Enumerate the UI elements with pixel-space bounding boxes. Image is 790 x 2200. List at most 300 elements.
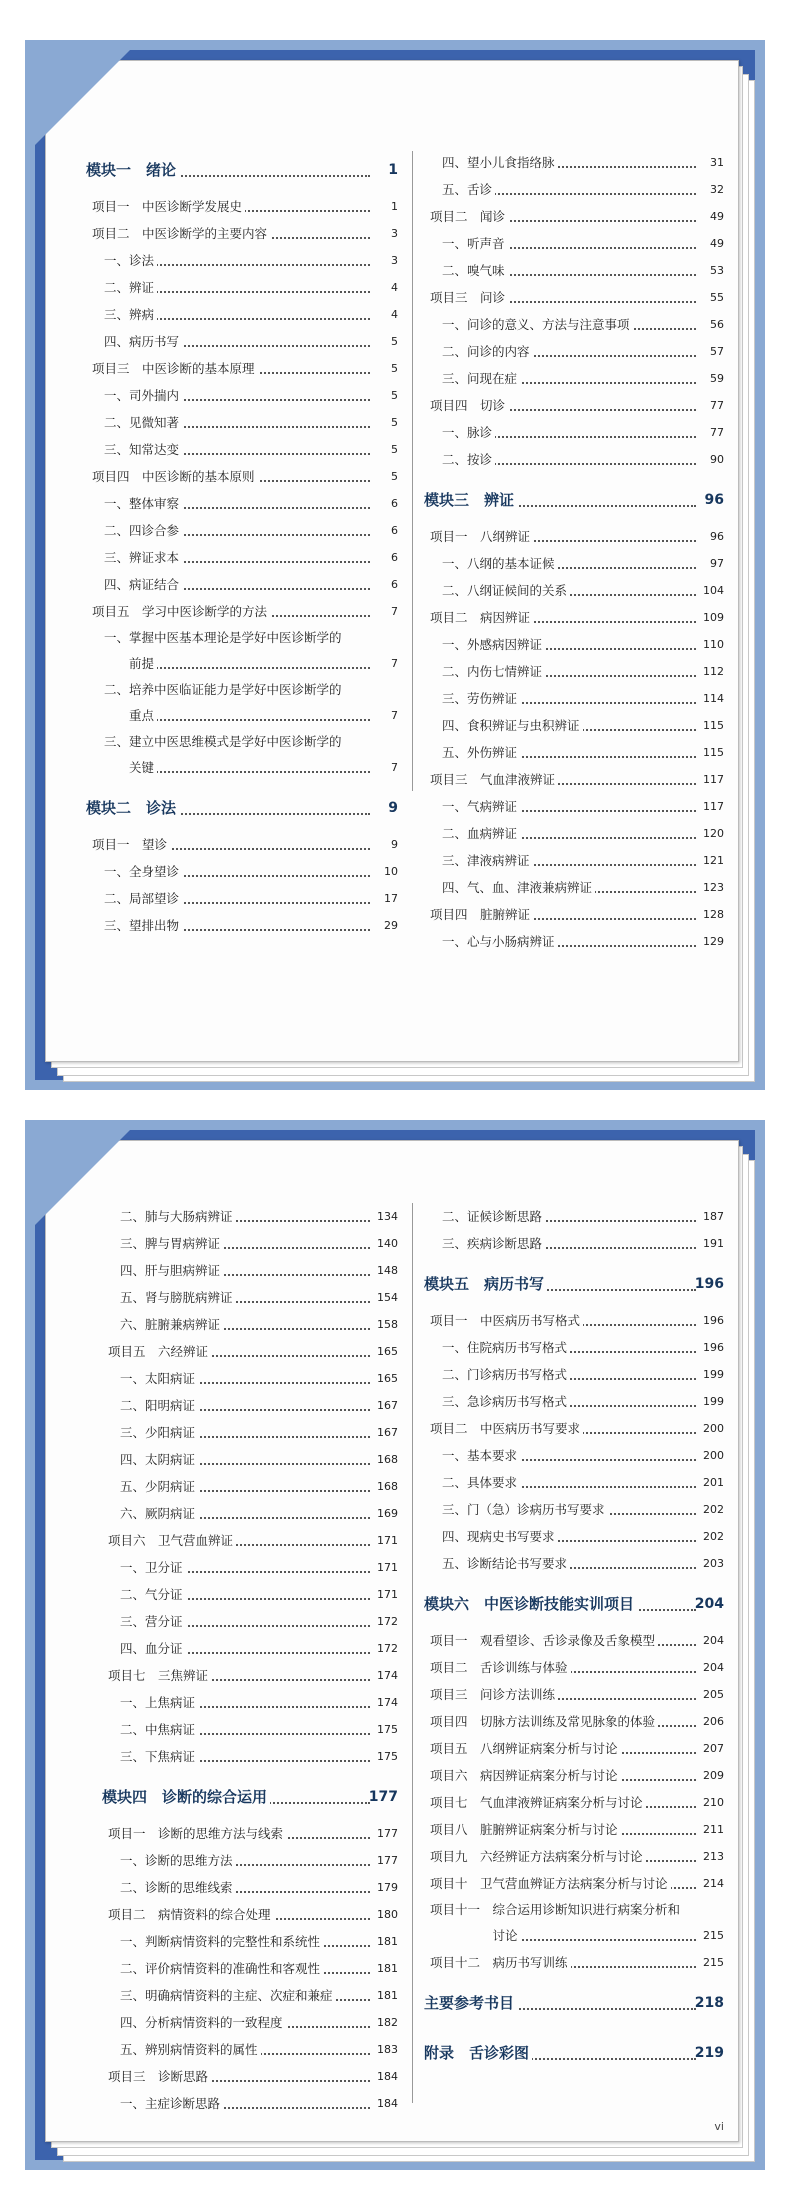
toc-page-number: 3 [391,227,398,240]
toc-page-number: 10 [384,865,398,878]
toc-entry-title: 项目二 中医诊断学的主要内容 [92,226,270,241]
toc-entry-title: 项目四 切诊 [430,398,508,413]
toc-module-heading [424,1980,724,2026]
toc-entry-title: 五、肾与膀胱病辨证 [120,1290,236,1305]
toc-entry-title: 模块二 诊法 [86,799,179,817]
toc-entry-title: 项目二 病因辨证 [430,610,533,625]
toc-entry-title: 一、心与小肠病辨证 [442,934,558,949]
toc-entry-title: 项目六 病因辨证病案分析与讨论 [430,1768,621,1783]
toc-entry [442,658,724,685]
toc-entry [104,544,398,571]
toc-entry [442,820,724,847]
toc-entry [442,1469,724,1496]
toc-entry-title: 项目一 望诊 [92,837,170,852]
toc-page-number: 165 [377,1372,398,1385]
toc-entry-title: 五、外伤辨证 [442,745,520,760]
blue-frame [35,1130,755,2160]
toc-page-number: 7 [391,709,398,722]
toc-entry [430,1735,724,1762]
toc-page-number: 181 [377,1989,398,2002]
toc-entry [120,1284,398,1311]
toc-entry [120,1446,398,1473]
toc-page-number: 6 [391,497,398,510]
toc-entry-title: 三、辨病 [104,307,157,322]
toc-entry [104,650,398,677]
toc-page-number: 7 [391,761,398,774]
toc-entry [120,1203,398,1230]
toc-entry-title: 一、全身望诊 [104,864,182,879]
toc-entry-title: 模块三 辨证 [424,491,517,509]
toc-entry-title: 三、问现在症 [442,371,520,386]
toc-entry-title: 四、气、血、津液兼病辨证 [442,880,595,895]
toc-page-number: 6 [391,524,398,537]
toc-entry [442,712,724,739]
toc-entry-title: 一、上焦病证 [120,1695,198,1710]
toc-entry-title: 二、中焦病证 [120,1722,198,1737]
toc-entry [442,1361,724,1388]
toc-page-number: 175 [377,1750,398,1763]
toc-page-number: 184 [377,2097,398,2110]
toc-entry [120,1928,398,1955]
toc-page-number: 112 [703,665,724,678]
toc-entry [104,436,398,463]
toc-entry [120,1257,398,1284]
toc-entry-title: 二、局部望诊 [104,891,182,906]
toc-entry-title: 一、基本要求 [442,1448,520,1463]
toc-entry [120,1635,398,1662]
toc-module-heading [424,1261,724,1307]
toc-module-heading [424,1581,724,1627]
toc-entry [120,2036,398,2063]
toc-entry [430,392,724,419]
toc-page-number: 175 [377,1723,398,1736]
toc-page-number: 199 [703,1395,724,1408]
toc-entry [442,365,724,392]
toc-page-number: 183 [377,2043,398,2056]
toc-entry-title: 项目六 卫气营血辨证 [108,1533,236,1548]
toc-image-2 [25,1120,765,2170]
toc-page-number: 169 [377,1507,398,1520]
toc-entry-title: 六、厥阴病证 [120,1506,198,1521]
toc-page-number: 117 [703,800,724,813]
toc-entry-title: 四、现病史书写要求 [442,1529,558,1544]
toc-entry-title: 四、血分证 [120,1641,186,1656]
toc-page-number: 171 [377,1588,398,1601]
toc-entry [120,1419,398,1446]
toc-page-number: 96 [710,530,724,543]
toc-page-number: 17 [384,892,398,905]
toc-entry-title: 一、太阳病证 [120,1371,198,1386]
toc-page-number: 200 [703,1422,724,1435]
toc-entry [104,912,398,939]
toc-entry-title: 二、阳明病证 [120,1398,198,1413]
toc-entry-title: 二、培养中医临证能力是学好中医诊断学的 [104,682,345,697]
toc-page-number: 202 [703,1503,724,1516]
toc-page-number: 5 [391,389,398,402]
toc-entry-title: 一、气病辨证 [442,799,520,814]
toc-entry-title: 附录 舌诊彩图 [424,2044,532,2062]
toc-entry [104,247,398,274]
toc-page-number: 204 [703,1634,724,1647]
toc-entry [92,355,398,382]
toc-page-number: 218 [694,1995,724,2011]
toc-entry [442,149,724,176]
toc-page-number: 215 [703,1929,724,1942]
toc-column-right [424,149,724,955]
toc-entry [430,766,724,793]
toc-page-number: 196 [703,1341,724,1354]
toc-page-number: 97 [710,557,724,570]
toc-column-left [102,1203,398,2117]
toc-entry-title: 三、辨证求本 [104,550,182,565]
toc-page-number: 211 [703,1823,724,1836]
toc-entry [442,577,724,604]
toc-page-number: 219 [694,2045,724,2061]
toc-entry [120,1689,398,1716]
toc-page-number: 5 [391,416,398,429]
toc-entry-title: 项目十二 病历书写训练 [430,1955,571,1970]
toc-page-number: 181 [377,1935,398,1948]
toc-entry [430,1922,724,1949]
toc-entry-title: 四、肝与胆病辨证 [120,1263,223,1278]
toc-page-number: 172 [377,1642,398,1655]
toc-entry-title: 五、舌诊 [442,182,495,197]
toc-entry-title: 项目十一 综合运用诊断知识进行病案分析和 [430,1902,683,1917]
toc-page-number: 196 [703,1314,724,1327]
toc-entry [104,625,398,650]
toc-page-number: 182 [377,2016,398,2029]
toc-entry [430,1816,724,1843]
toc-entry [104,885,398,912]
toc-entry-title: 五、辨别病情资料的属性 [120,2042,261,2057]
toc-entry [430,604,724,631]
toc-entry-title: 三、下焦病证 [120,1749,198,1764]
toc-entry-title: 四、望小儿食指络脉 [442,155,558,170]
toc-page-number: 57 [710,345,724,358]
toc-entry [120,1982,398,2009]
toc-page-number: 109 [703,611,724,624]
toc-page-number: 184 [377,2070,398,2083]
toc-entry [120,1955,398,1982]
toc-entry [104,754,398,781]
toc-page-number: 115 [703,719,724,732]
toc-entry [92,831,398,858]
toc-module-heading [102,1774,398,1820]
toc-entry-title: 讨论 [430,1928,521,1943]
toc-entry [430,1870,724,1897]
toc-page-number: 187 [703,1210,724,1223]
toc-page-number: 171 [377,1561,398,1574]
toc-image-1 [25,40,765,1090]
toc-entry-title: 二、证候诊断思路 [442,1209,545,1224]
toc-page-number: 96 [704,492,724,508]
toc-entry [430,1654,724,1681]
toc-entry-title: 项目三 问诊方法训练 [430,1687,558,1702]
toc-page-number: 199 [703,1368,724,1381]
toc-page-number: 148 [377,1264,398,1277]
toc-entry [442,1388,724,1415]
toc-entry-title: 模块一 绪论 [86,161,179,179]
toc-entry [120,1500,398,1527]
toc-page-number: 90 [710,453,724,466]
toc-page-number: 49 [710,210,724,223]
folded-corner [35,1130,130,1225]
toc-entry [430,1843,724,1870]
column-divider [412,151,413,791]
toc-entry-title: 三、明确病情资料的主症、次症和兼症 [120,1988,336,2003]
toc-entry-title: 三、劳伤辨证 [442,691,520,706]
toc-page-number: 129 [703,935,724,948]
toc-page-number: 201 [703,1476,724,1489]
toc-entry-title: 三、急诊病历书写格式 [442,1394,570,1409]
toc-entry [120,1473,398,1500]
toc-entry [442,550,724,577]
toc-page-number: 202 [703,1530,724,1543]
toc-entry-title: 三、津液病辨证 [442,853,533,868]
toc-page-number: 168 [377,1480,398,1493]
toc-page-number: 134 [377,1210,398,1223]
toc-entry-title: 一、问诊的意义、方法与注意事项 [442,317,633,332]
toc-page-number: 115 [703,746,724,759]
toc-entry-title: 一、诊断的思维方法 [120,1853,236,1868]
toc-page-number: 191 [703,1237,724,1250]
toc-page-number: 9 [391,838,398,851]
toc-page-number: 5 [391,443,398,456]
toc-entry-title: 二、气分证 [120,1587,186,1602]
toc-page-number: 114 [703,692,724,705]
toc-page-number: 215 [703,1956,724,1969]
toc-page-number: 140 [377,1237,398,1250]
toc-entry-title: 四、食积辨证与虫积辨证 [442,718,583,733]
toc-entry [442,1230,724,1257]
toc-page-number: 168 [377,1453,398,1466]
toc-entry [442,685,724,712]
toc-entry [104,571,398,598]
toc-entry [430,523,724,550]
toc-entry [120,2009,398,2036]
toc-entry [442,1496,724,1523]
toc-entry [104,729,398,754]
toc-entry [430,901,724,928]
toc-entry-title: 项目九 六经辨证方法病案分析与讨论 [430,1849,646,1864]
toc-entry [120,1554,398,1581]
toc-entry [442,419,724,446]
toc-page-number: 31 [710,156,724,169]
toc-entry [442,874,724,901]
toc-page-number: 154 [377,1291,398,1304]
toc-entry-title: 六、脏腑兼病辨证 [120,1317,223,1332]
toc-entry-title: 二、辨证 [104,280,157,295]
toc-page-number: 7 [391,657,398,670]
toc-entry [108,1820,398,1847]
toc-entry [120,1230,398,1257]
toc-entry [430,1789,724,1816]
toc-entry [92,463,398,490]
toc-entry [430,1762,724,1789]
toc-page-number: 214 [703,1877,724,1890]
toc-page-number: 7 [391,605,398,618]
toc-entry-title: 项目二 中医病历书写要求 [430,1421,583,1436]
toc-entry [430,284,724,311]
toc-entry [120,1743,398,1770]
toc-entry [442,338,724,365]
toc-page-number: 177 [377,1827,398,1840]
toc-entry-title: 三、营分证 [120,1614,186,1629]
toc-page-number: 174 [377,1696,398,1709]
toc-entry-title: 项目一 中医病历书写格式 [430,1313,583,1328]
toc-page-number: 32 [710,183,724,196]
toc-page-2 [45,1140,739,2142]
toc-entry [104,274,398,301]
toc-page-number: 4 [391,281,398,294]
toc-page-number: 6 [391,578,398,591]
toc-entry-title: 项目一 中医诊断学发展史 [92,199,245,214]
toc-page-number: 213 [703,1850,724,1863]
toc-entry [442,739,724,766]
toc-entry [108,1662,398,1689]
toc-entry [104,517,398,544]
toc-entry [120,1608,398,1635]
toc-entry [442,257,724,284]
toc-entry [108,1527,398,1554]
toc-entry-title: 二、内伤七情辨证 [442,664,545,679]
toc-page-number: 196 [694,1276,724,1292]
toc-entry-title: 二、问诊的内容 [442,344,533,359]
toc-entry [442,176,724,203]
toc-entry-title: 一、外感病因辨证 [442,637,545,652]
toc-entry [104,858,398,885]
toc-entry [120,1847,398,1874]
toc-entry [108,1901,398,1928]
toc-entry [104,301,398,328]
toc-entry-title: 项目八 脏腑辨证病案分析与讨论 [430,1822,621,1837]
toc-entry [430,203,724,230]
toc-entry [442,928,724,955]
toc-page-number: 206 [703,1715,724,1728]
toc-entry-title: 一、司外揣内 [104,388,182,403]
toc-page-number: 209 [703,1769,724,1782]
toc-entry-title: 项目七 气血津液辨证病案分析与讨论 [430,1795,646,1810]
toc-page-number: 165 [377,1345,398,1358]
toc-entry-title: 一、听声音 [442,236,508,251]
toc-entry [430,1708,724,1735]
toc-entry-title: 三、知常达变 [104,442,182,457]
toc-page-number: 204 [694,1596,724,1612]
toc-page-number: 204 [703,1661,724,1674]
toc-page-number: 77 [710,399,724,412]
toc-entry [120,1874,398,1901]
toc-column-right [424,1203,724,2076]
toc-page-number: 205 [703,1688,724,1701]
toc-entry-title: 项目二 病情资料的综合处理 [108,1907,274,1922]
toc-entry-title: 主要参考书目 [424,1994,517,2012]
toc-entry [104,409,398,436]
toc-entry-title: 三、疾病诊断思路 [442,1236,545,1251]
folded-corner [35,50,130,145]
toc-page-1 [45,60,739,1062]
toc-entry [92,193,398,220]
toc-entry-title: 二、门诊病历书写格式 [442,1367,570,1382]
toc-entry-title: 项目五 六经辨证 [108,1344,211,1359]
toc-entry-title: 二、见微知著 [104,415,182,430]
column-divider [412,1203,413,2103]
toc-entry-title: 一、八纲的基本证候 [442,556,558,571]
toc-entry-title: 项目三 问诊 [430,290,508,305]
toc-entry-title: 重点 [104,708,157,723]
toc-module-heading [86,147,398,193]
toc-entry [442,847,724,874]
toc-page-number: 177 [368,1789,398,1805]
toc-entry-title: 一、整体审察 [104,496,182,511]
toc-entry [104,702,398,729]
toc-entry [108,2063,398,2090]
toc-entry-title: 项目二 舌诊训练与体验 [430,1660,571,1675]
toc-entry-title: 模块六 中医诊断技能实训项目 [424,1595,637,1613]
toc-entry-title: 项目四 切脉方法训练及常见脉象的体验 [430,1714,658,1729]
toc-entry [120,1716,398,1743]
toc-entry-title: 项目五 学习中医诊断学的方法 [92,604,270,619]
toc-page-number: 180 [377,1908,398,1921]
toc-entry-title: 三、脾与胃病辨证 [120,1236,223,1251]
toc-entry-title: 项目五 八纲辨证病案分析与讨论 [430,1741,621,1756]
toc-page-number: 5 [391,362,398,375]
toc-entry [92,220,398,247]
toc-page-number: 104 [703,584,724,597]
toc-entry-title: 二、八纲证候间的关系 [442,583,570,598]
toc-entry-title: 项目一 诊断的思维方法与线索 [108,1826,286,1841]
toc-entry [442,631,724,658]
toc-entry-title: 模块五 病历书写 [424,1275,547,1293]
toc-entry [430,1681,724,1708]
toc-page-number: 53 [710,264,724,277]
toc-entry [430,1949,724,1976]
toc-entry [120,1311,398,1338]
toc-entry-title: 二、血病辨证 [442,826,520,841]
toc-entry-title: 一、脉诊 [442,425,495,440]
toc-page-number: 172 [377,1615,398,1628]
toc-entry [442,230,724,257]
toc-page-number: 4 [391,308,398,321]
toc-entry [442,446,724,473]
toc-entry-title: 三、建立中医思维模式是学好中医诊断学的 [104,734,345,749]
page-number: vi [714,2120,724,2133]
toc-page-number: 3 [391,254,398,267]
toc-entry-title: 三、门（急）诊病历书写要求 [442,1502,608,1517]
toc-entry-title: 项目七 三焦辨证 [108,1668,211,1683]
toc-page-number: 128 [703,908,724,921]
toc-entry-title: 前提 [104,656,157,671]
toc-page-number: 5 [391,470,398,483]
toc-entry-title: 项目四 中医诊断的基本原则 [92,469,258,484]
toc-entry [104,328,398,355]
toc-module-heading [424,477,724,523]
toc-entry-title: 三、望排出物 [104,918,182,933]
toc-entry [120,2090,398,2117]
toc-page-number: 123 [703,881,724,894]
toc-entry-title: 五、诊断结论书写要求 [442,1556,570,1571]
toc-entry [104,677,398,702]
toc-entry [442,793,724,820]
toc-entry-title: 一、住院病历书写格式 [442,1340,570,1355]
toc-entry [442,1550,724,1577]
toc-entry [442,1203,724,1230]
toc-entry-title: 项目三 中医诊断的基本原理 [92,361,258,376]
toc-page-number: 5 [391,335,398,348]
toc-page-number: 120 [703,827,724,840]
toc-entry [430,1307,724,1334]
toc-page-number: 158 [377,1318,398,1331]
toc-entry-title: 一、诊法 [104,253,157,268]
